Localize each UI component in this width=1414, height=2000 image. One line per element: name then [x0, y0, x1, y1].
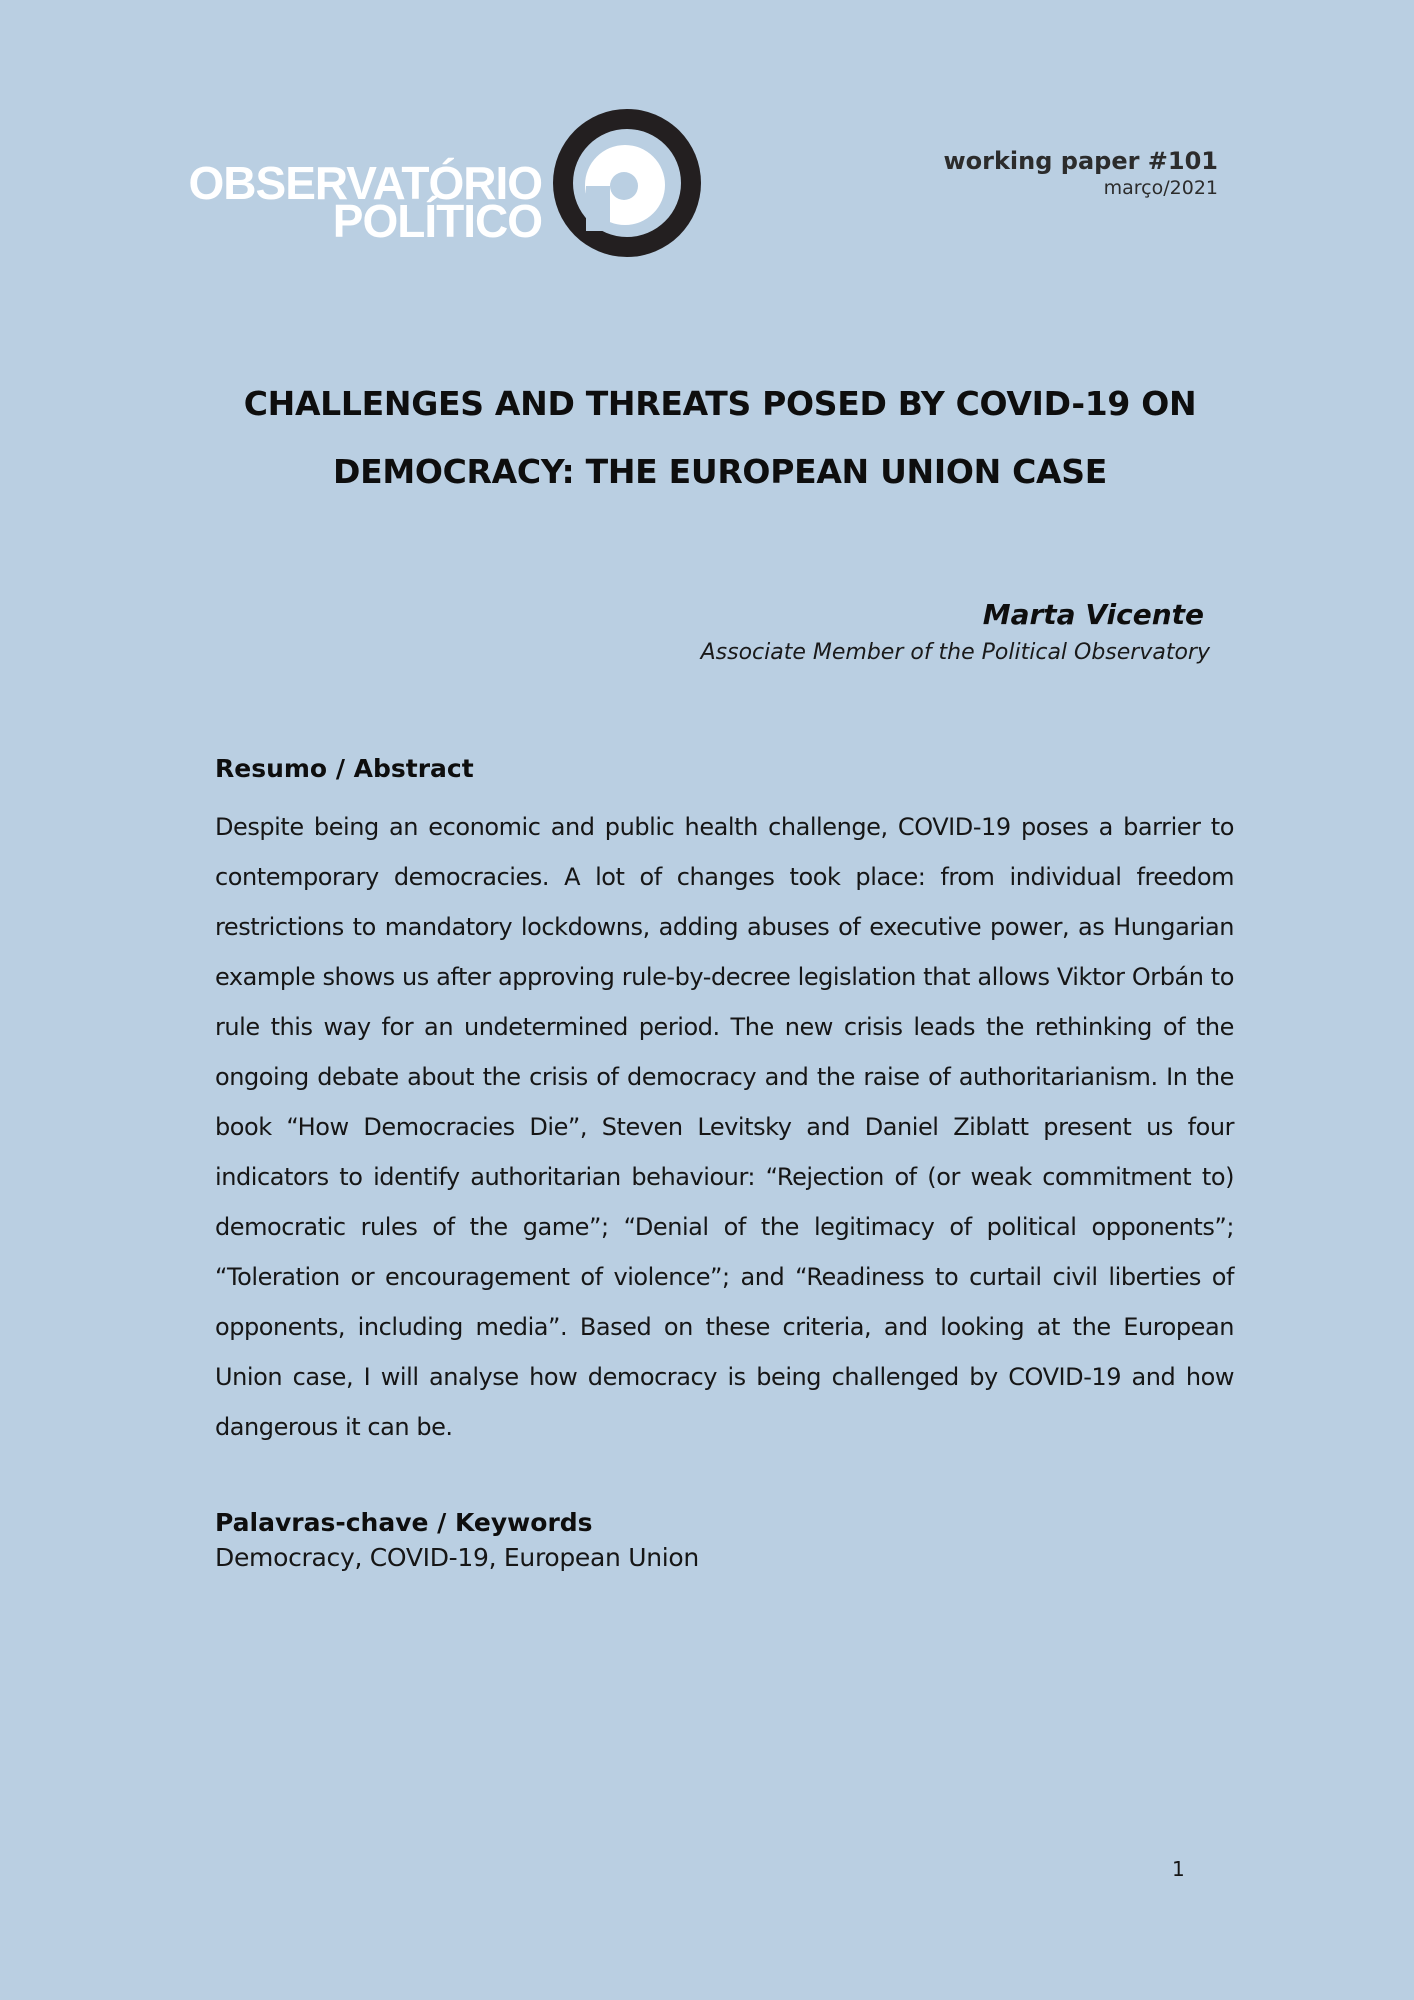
author-affiliation: Associate Member of the Political Observatory — [700, 640, 1210, 665]
working-paper-date: março/2021 — [1103, 177, 1218, 199]
logo-mark-icon — [552, 108, 702, 258]
author-name: Marta Vicente — [982, 598, 1204, 631]
keywords-heading: Palavras-chave / Keywords — [215, 1508, 593, 1537]
logo-text-line2: POLÍTICO — [332, 195, 542, 247]
abstract-text: Despite being an economic and public health challenge, COVID-19 poses a barrier to contemporary democracies. A lot of changes took place: from individual freedom restrictions to mandatory lockdowns, adding abuses of executive power, as Hungarian example shows us after approving rule-by-decree legislation that allows Viktor Orbán to rule this way for an undetermined period. The new crisis leads the rethinking of the ongoing debate about the crisis of democracy and the raise of authoritarianism. In the book “How Democracies Die”, Steven Levitsky and Daniel Ziblatt present us four indicators to identify authoritarian behaviour: “Rejection of (or weak commitment to) democratic rules of the game”; “Denial of the legitimacy of political opponents”; “Toleration or encouragement of violence”; and “Readiness to curtail civil liberties of opponents, including media”. Based on these criteria, and looking at the European Union case, I will analyse how democracy is being challenged by COVID-19 and how dangerous it can be. — [215, 813, 1234, 1441]
author-block — [700, 594, 1210, 670]
paper-title-line2: DEMOCRACY: THE EUROPEAN UNION CASE — [333, 452, 1107, 491]
observatorio-politico-logo — [188, 108, 702, 258]
keywords-text: Democracy, COVID-19, European Union — [215, 1543, 699, 1572]
paper-title-line1: CHALLENGES AND THREATS POSED BY COVID-19 ON — [243, 384, 1197, 423]
abstract-heading: Resumo / Abstract — [215, 754, 474, 783]
page-number: 1 — [1172, 1857, 1185, 1881]
paper-title — [180, 370, 1260, 506]
working-paper-info — [943, 146, 1218, 200]
working-paper-number: working paper #101 — [943, 147, 1218, 175]
logo-text-line1: OBSERVATÓRIO — [188, 157, 542, 209]
